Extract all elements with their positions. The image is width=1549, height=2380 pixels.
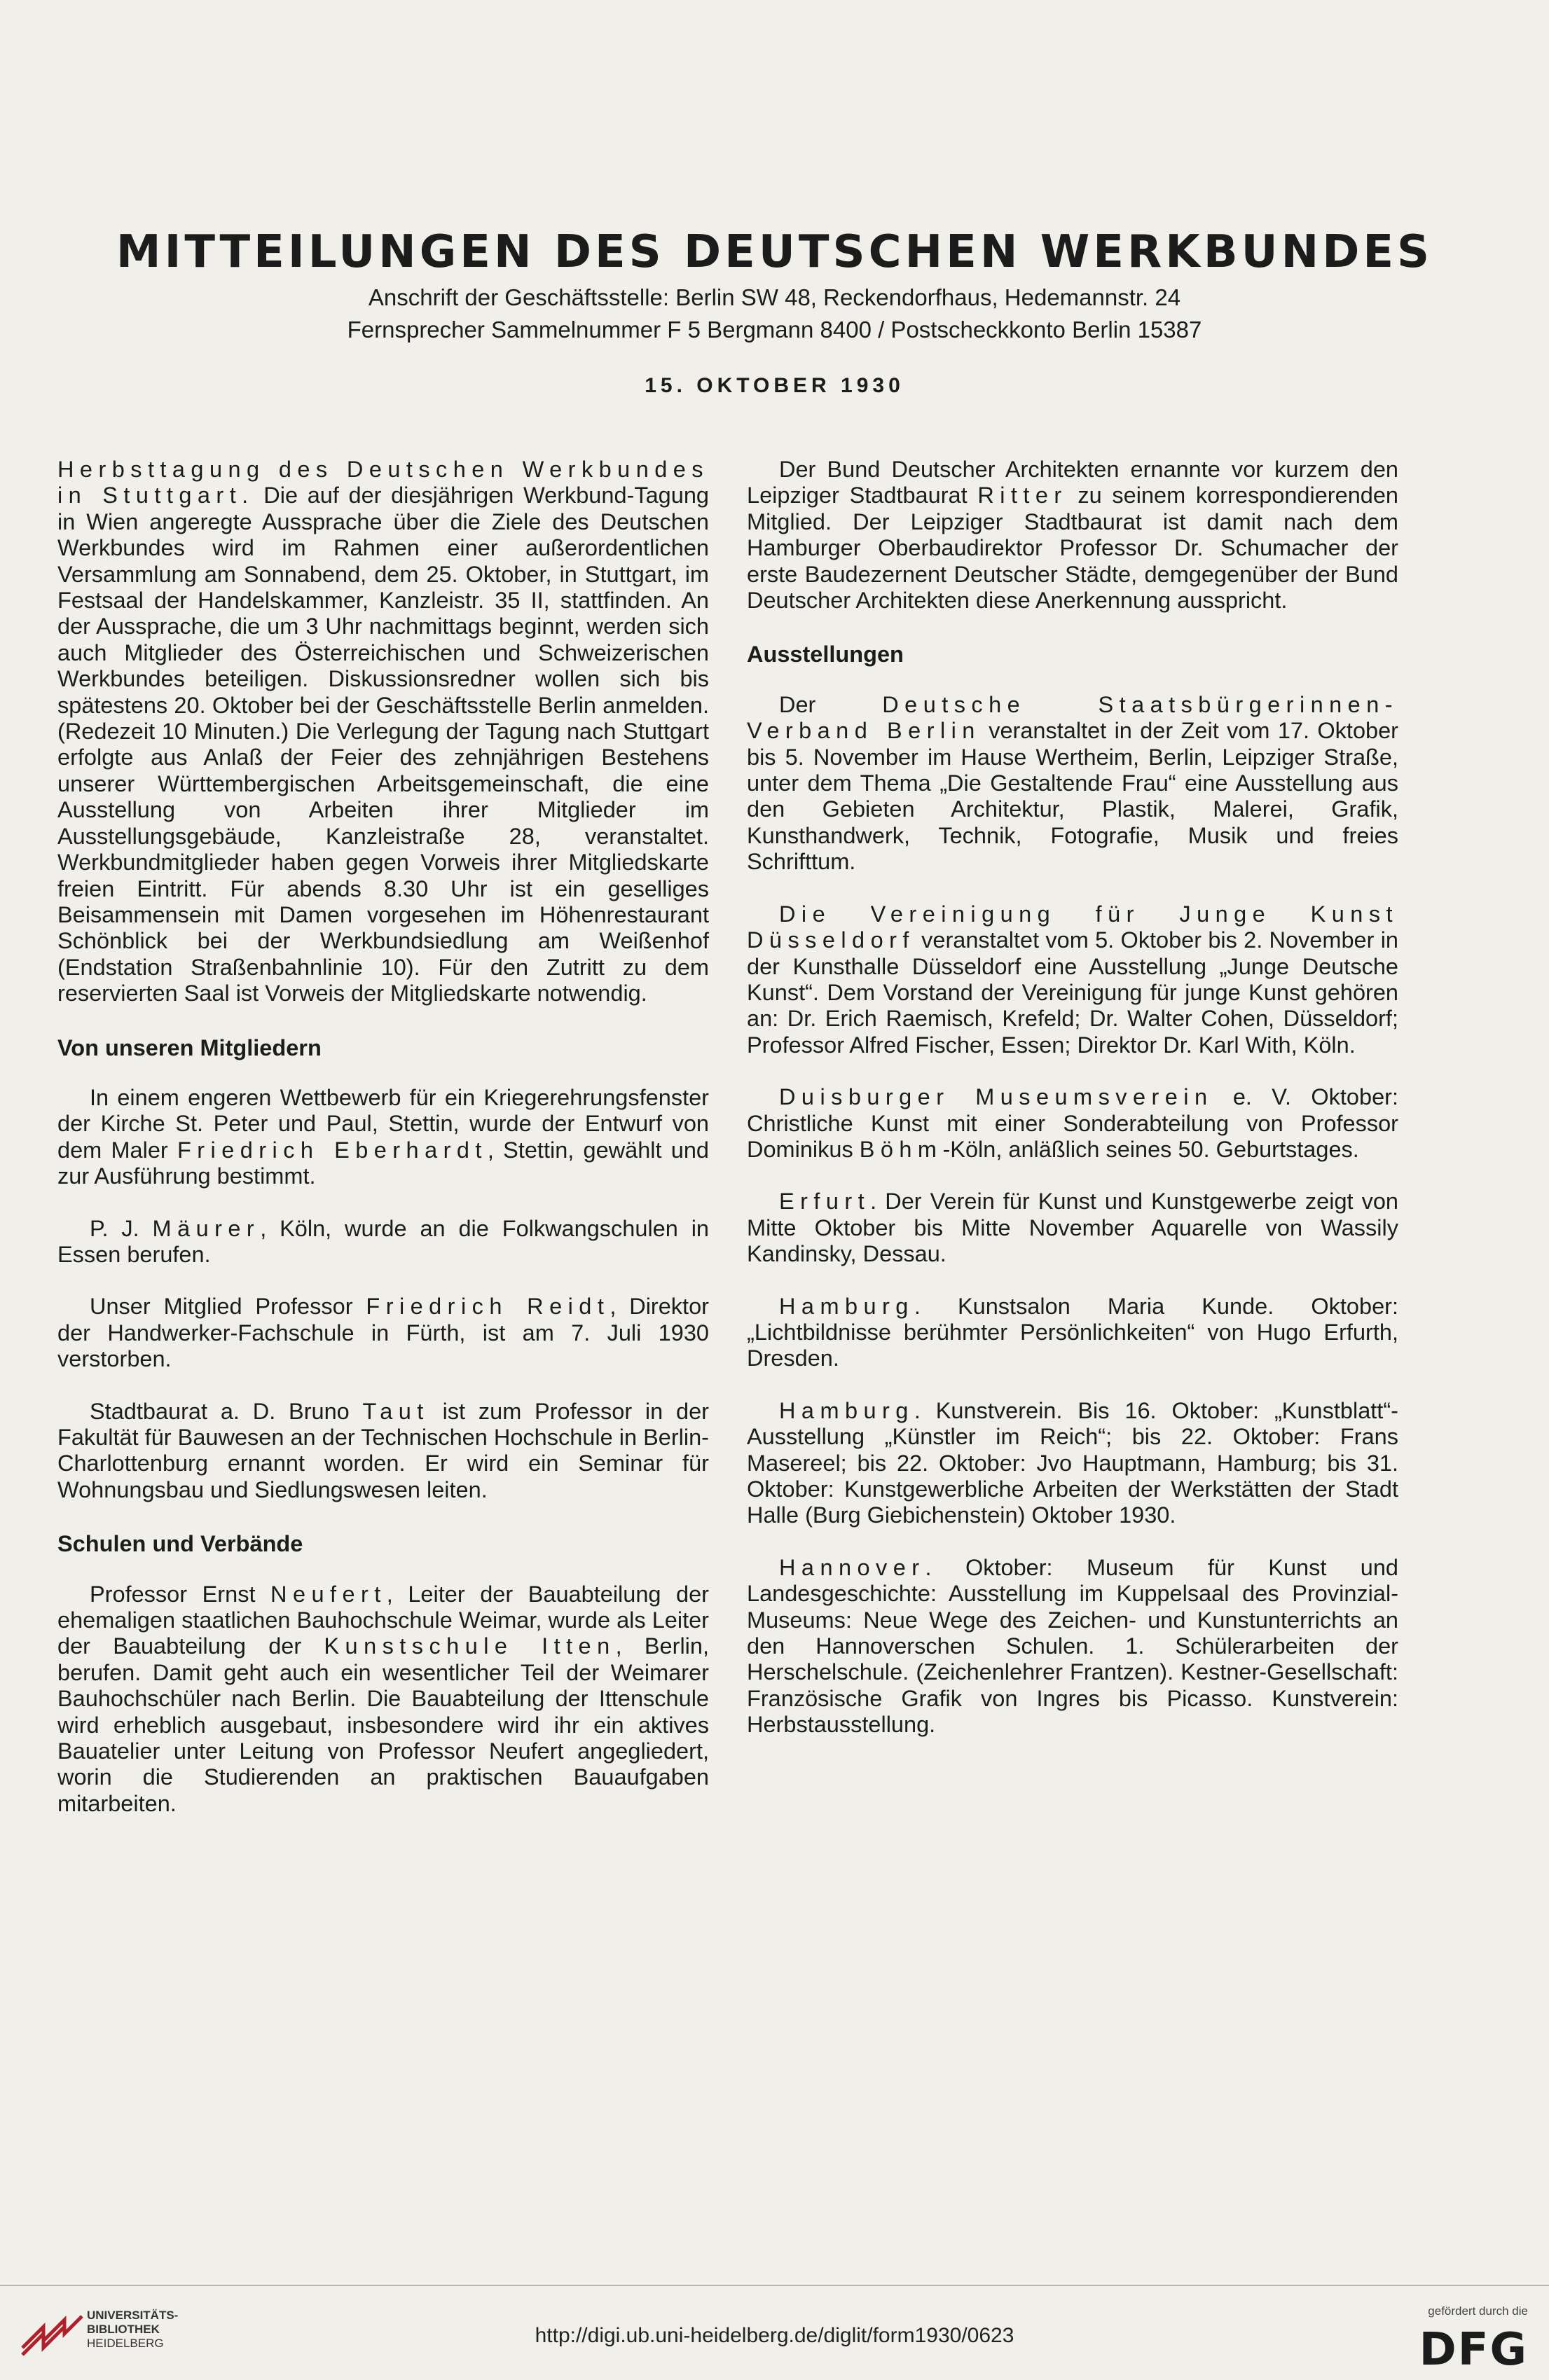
section-heading-schools: Schulen und Verbände xyxy=(57,1531,303,1557)
paragraph-reidt xyxy=(57,1294,709,1372)
left-column xyxy=(57,457,709,1843)
paragraph-text: Professor Ernst xyxy=(90,1581,271,1607)
paragraph-text: Die auf der diesjährigen Werkbund-Tagung in Wien angeregte Aussprache über die Ziele des Deutschen Werkbundes wird im Rahmen einer außerordentlichen Versammlung am Sonnabend, dem 25. Oktober, in Stuttgart, im Festsaal der Handelskammer, Kanzleistr. 35 II, stattfinden. An der Aussprache, die um 3 Uhr nachmittags beginnt, werden sich auch Mitglieder des Österreichischen und Schweizerischen Werkbundes beteiligen. Diskussionsredner wollen sich bis spätestens 20. Oktober bei der Geschäftsstelle Berlin anmelden. (Redezeit 10 Minuten.) Die Verlegung der Tagung nach Stuttgart erfolgte aus Anlaß der Feier des zehnjährigen Bestehens unserer Württembergischen Arbeitsgemeinschaft, die eine Ausstellung von Arbeiten ihrer Mitglieder im Ausstellungsgebäude, Kanzleistraße 28, veranstaltet. Werkbundmitglieder haben gegen Vorweis ihrer Mitgliedskarte freien Eintritt. Für abends 8.30 Uhr ist ein geselliges Beisammensein mit Damen vorgesehen im Höhenrestaurant Schönblick bei der Werkbundsiedlung am Weißenhof (Endstation Straßenbahnlinie 10). Für den Zutritt zu dem reservierten Saal ist Vorweis der Mitgliedskarte notwendig. xyxy=(57,483,709,1006)
paragraph-text: Der xyxy=(779,691,883,717)
paragraph-eberhardt xyxy=(57,1085,709,1190)
spaced-name: Duisburger Museumsverein xyxy=(779,1084,1213,1110)
library-name-line: BIBLIOTHEK xyxy=(87,2323,160,2336)
spaced-name: Deutsche Staatsbürgerinnen-Verband Berlin xyxy=(747,691,1398,744)
paragraph-text: e. V. Oktober: Christliche Kunst mit einer Sonderabteilung von Professor Dominikus xyxy=(747,1084,1398,1162)
page-title: MITTEILUNGEN DES DEUTSCHEN WERKBUNDES xyxy=(116,226,1433,278)
paragraph-taut xyxy=(57,1399,709,1504)
spaced-name: Böhm xyxy=(859,1136,943,1162)
paragraph-text: veranstaltet in der Zeit vom 17. Oktober bis 5. November im Hause Wertheim, Berlin, Leipziger Straße, unter dem Thema „Die Gestaltende Frau“ eine Ausstellung aus den Gebieten Architektur, Plastik, Malerei, Grafik, Kunsthandwerk, Technik, Fotografie, Musik und freies Schrifttum. xyxy=(747,718,1398,875)
paragraph-hamburg-kunde xyxy=(747,1294,1398,1372)
spaced-heading: Herbsttagung des Deutschen Werkbundes in Stuttgart. xyxy=(57,457,709,508)
source-url[interactable]: http://digi.ub.uni-heidelberg.de/diglit/form1930/0623 xyxy=(535,2324,1014,2347)
paragraph-neufert xyxy=(57,1582,709,1818)
paragraph-text: Unser Mitglied Professor xyxy=(90,1294,366,1320)
right-column xyxy=(747,457,1398,1764)
paragraph-text: veranstaltet vom 5. Oktober bis 2. November in der Kunsthalle Düsseldorf eine Ausstellung „Junge Deutsche Kunst“. Dem Vorstand der Vereinigung für junge Kunst gehören an: Dr. Erich Raemisch, Krefeld; Dr. Walter Cohen, Düsseldorf; Professor Alfred Fischer, Essen; Direktor Dr. Karl With, Köln. xyxy=(747,927,1398,1058)
paragraph-ritter xyxy=(747,457,1398,614)
address-line: Anschrift der Geschäftsstelle: Berlin SW 48, Reckendorfhaus, Hedemannstr. 24 xyxy=(368,284,1181,310)
paragraph-erfurt xyxy=(747,1189,1398,1267)
spaced-name: Friedrich Reidt xyxy=(366,1294,610,1320)
spaced-name: Neufert xyxy=(270,1581,387,1607)
paragraph-text: Der Bund Deutscher Architekten ernannte vor kurzem den Leipziger Stadtbaurat xyxy=(747,457,1398,508)
paragraph-text: zu seinem korrespondierenden Mitglied. Der Leipziger Stadtbaurat ist damit nach dem Hamburger Oberbaudirektor Professor Dr. Schumacher der erste Baudezernent Deutscher Städte, demgegenüber der Bund Deutscher Architekten diese Anerkennung ausspricht. xyxy=(747,483,1398,614)
paragraph-text: , Leiter der Bauabteilung der ehemaligen staatlichen Bauhochschule Weimar, wurde als Leiter der Bauabteilung der xyxy=(57,1581,710,1659)
library-name-line: UNIVERSITÄTS- xyxy=(87,2309,179,2322)
spaced-name: Kunstschule Itten xyxy=(324,1633,616,1659)
spaced-name: Erfurt xyxy=(779,1189,871,1215)
library-name-line: HEIDELBERG xyxy=(87,2337,164,2350)
paragraph-text: Stadtbaurat a. D. Bruno xyxy=(90,1398,363,1424)
section-heading-exhibitions: Ausstellungen xyxy=(747,642,904,667)
issue-date: 15. OKTOBER 1930 xyxy=(645,374,904,397)
spaced-name: Ritter xyxy=(977,483,1068,508)
paragraph-text: -Köln, anläßlich seines 50. Geburtstages. xyxy=(942,1136,1359,1162)
paragraph-text: . Der Verein für Kunst und Kunstgewerbe zeigt von Mitte Oktober bis Mitte November Aquarelle von Wassily Kandinsky, Dessau. xyxy=(747,1189,1398,1267)
paragraph-maeurer xyxy=(57,1216,709,1268)
footer-divider xyxy=(0,2285,1549,2286)
spaced-name: Hamburg xyxy=(779,1397,914,1423)
masthead xyxy=(0,223,1549,398)
dfg-logo: DFG xyxy=(1419,2324,1528,2376)
paragraph-duisburg xyxy=(747,1084,1398,1163)
paragraph-text: , Köln, wurde an die Folkwangschulen in Essen berufen. xyxy=(57,1215,709,1267)
paragraph-text: . Kunstverein. Bis 16. Oktober: „Kunstblatt“-Ausstellung „Künstler im Reich“; bis 22. Oktober: Frans Masereel; bis 22. Oktober: Jvo Hauptmann, Hamburg; bis 31. Oktober: Kunstgewerbliche Arbeiten der Werkstätten der Stadt Halle (Burg Giebichenstein) Oktober 1930. xyxy=(747,1397,1398,1528)
paragraph-text: . Kunstsalon Maria Kunde. Oktober: „Lichtbildnisse berühmter Persönlichkeiten“ von Hugo Erfurth, Dresden. xyxy=(747,1293,1398,1371)
section-heading-members: Von unseren Mitgliedern xyxy=(57,1035,322,1060)
paragraph-staatsbuergerinnen xyxy=(747,692,1398,876)
spaced-name: Die Vereinigung für Junge Kunst Düsseldorf xyxy=(747,901,1398,953)
spaced-name: Friedrich Eberhardt xyxy=(177,1137,488,1163)
funding-note: gefördert durch die xyxy=(1428,2304,1528,2318)
spaced-name: Hamburg xyxy=(779,1293,914,1319)
paragraph-text: ist zum Professor in der Fakultät für Bauwesen an der Technischen Hochschule in Berlin-Charlottenburg ernannt worden. Er wird ein Seminar für Wohnungsbau und Siedlungswesen leiten. xyxy=(57,1398,709,1502)
spaced-name: Taut xyxy=(362,1398,429,1424)
paragraph-text: , Berlin, berufen. Damit geht auch ein wesentlicher Teil der Weimarer Bauhochschüler nach Berlin. Die Bauabteilung der Ittenschule wird erheblich ausgebaut, insbesondere wird ihr ein aktives Bauatelier unter Leitung von Professor Neufert angegliedert, worin die Studierenden an praktischen Bauaufgaben mitarbeiten. xyxy=(57,1633,709,1816)
paragraph-hamburg-kunstverein xyxy=(747,1398,1398,1529)
phone-line: Fernsprecher Sammelnummer F 5 Bergmann 8400 / Postscheckkonto Berlin 15387 xyxy=(347,317,1202,343)
paragraph-text: , Direktor der Handwerker-Fachschule in Fürth, ist am 7. Juli 1930 verstorben. xyxy=(57,1294,709,1372)
spaced-name: Mäurer xyxy=(152,1215,261,1241)
spaced-name: Hannover xyxy=(779,1554,925,1580)
paragraph-text: . Oktober: Museum für Kunst und Landesgeschichte: Ausstellung im Kuppelsaal des Provinzial-Museums: Neue Wege des Zeichen- und Kunstunterrichts an den Hannoverschen Schulen. 1. Schülerarbeiten der Herschelschule. (Zeichenlehrer Frantzen). Kestner-Gesellschaft: Französische Grafik von Ingres bis Picasso. Kunstverein: Herbstausstellung. xyxy=(747,1554,1398,1738)
paragraph-hannover xyxy=(747,1555,1398,1738)
paragraph-duesseldorf xyxy=(747,901,1398,1058)
paragraph-text: P. J. xyxy=(90,1215,153,1241)
paragraph-text: In einem engeren Wettbewerb für ein Kriegerehrungsfenster der Kirche St. Peter und Paul, Stettin, wurde der Entwurf von dem Maler xyxy=(57,1084,709,1163)
paragraph-text: , Stettin, gewählt und zur Ausführung bestimmt. xyxy=(57,1137,709,1189)
article-herbsttagung xyxy=(57,457,709,1007)
